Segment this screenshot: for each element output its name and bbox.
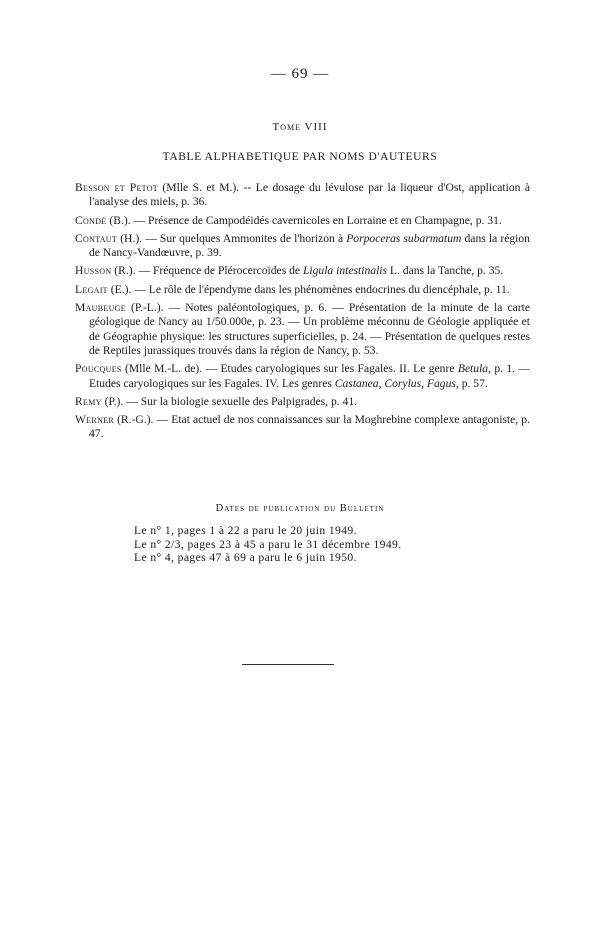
author-name: Legait — [75, 282, 108, 296]
entry-text: (H.). — Sur quelques Ammonites de l'horizon à — [117, 231, 347, 245]
entry-maubeuge — [75, 301, 530, 358]
entry-text: , p. 57. — [455, 376, 488, 390]
entry-remy — [75, 395, 530, 409]
publication-date-line: Le n° 1, pages 1 à 22 a paru le 20 juin 1949. — [134, 524, 357, 537]
entry-text: (P.-L.). — Notes paléontologiques, p. 6. — Présentation de la minute de la carte géologique de Nancy au 1/50.000e, p. 23. — Un problème méconnu de Géologie appliquée et de Géographie physique: les structures superficielles, p. 24. — Présentation de quelques restes de Reptiles jurassiques trouvés dans la région de Nancy, p. 53. — [89, 301, 530, 357]
author-name: Remy — [75, 394, 102, 408]
species-name: Porpoceras subarmatum — [346, 231, 462, 245]
author-name: Werner — [75, 413, 114, 427]
author-index — [75, 181, 530, 446]
page-number: — 69 — — [270, 66, 330, 82]
author-name: Husson — [75, 264, 112, 278]
entry-legait — [75, 283, 530, 297]
entry-text: (E.). — Le rôle de l'épendyme dans les phénomènes endocrines du diencéphale, p. 11. — [107, 282, 510, 296]
entry-text: (R.). — Fréquence de Plérocercoïdes de — [111, 264, 303, 278]
genus-names: Castanea, Corylus, Fagus — [334, 376, 456, 390]
entry-werner — [75, 413, 530, 442]
genus-name: Betula — [457, 362, 489, 376]
dates-heading: Dates de publication du Bulletin — [215, 503, 385, 514]
entry-text: , p. 1. — Etudes caryologiques sur les Fagales. IV. Les genres — [89, 362, 531, 390]
entry-text: (Mlle S. et M.). -- Le dosage du lévulose par la liqueur d'Ost, application à l'analyse des miels, p. 36. — [89, 181, 531, 209]
page-title: TABLE ALPHABETIQUE PAR NOMS D'AUTEURS — [162, 151, 438, 163]
end-rule — [242, 664, 334, 665]
entry-husson — [75, 264, 530, 278]
entry-text: (R.-G.). — Etat actuel de nos connaissances sur la Moghrebine complexe antagoniste, p. 47. — [89, 413, 530, 441]
species-name: Ligula intestinalis — [302, 264, 388, 278]
entry-poucques — [75, 362, 530, 391]
publication-dates — [134, 524, 402, 565]
volume-label: Tome VIII — [272, 121, 328, 133]
entry-text: L. dans la Tanche, p. 35. — [387, 264, 504, 278]
publication-date-line: Le n° 4, pages 47 à 69 a paru le 6 juin 1950. — [134, 551, 357, 564]
author-name: Poucques — [75, 362, 122, 376]
entry-text: (P.). — Sur la biologie sexuelle des Palpigrades, p. 41. — [101, 394, 358, 408]
entry-besson-petot — [75, 181, 530, 210]
entry-contaut — [75, 232, 530, 261]
entry-conde — [75, 214, 530, 228]
author-name: Condé — [75, 213, 107, 227]
author-name: Maubeuge — [75, 301, 126, 315]
publication-date-line: Le n° 2/3, pages 23 à 45 a paru le 31 décembre 1949. — [134, 537, 402, 551]
author-name: Besson et Petot — [75, 181, 158, 194]
entry-text: (Mlle M.-L. de). — Etudes caryologiques sur les Fagales. II. Le genre — [121, 362, 458, 376]
author-name: Contaut — [75, 231, 118, 245]
entry-text: (B.). — Présence de Campodéidés cavernicoles en Lorraine et en Champagne, p. 31. — [106, 213, 502, 227]
entry-text: dans la région de Nancy-Vandœuvre, p. 39. — [89, 231, 530, 260]
